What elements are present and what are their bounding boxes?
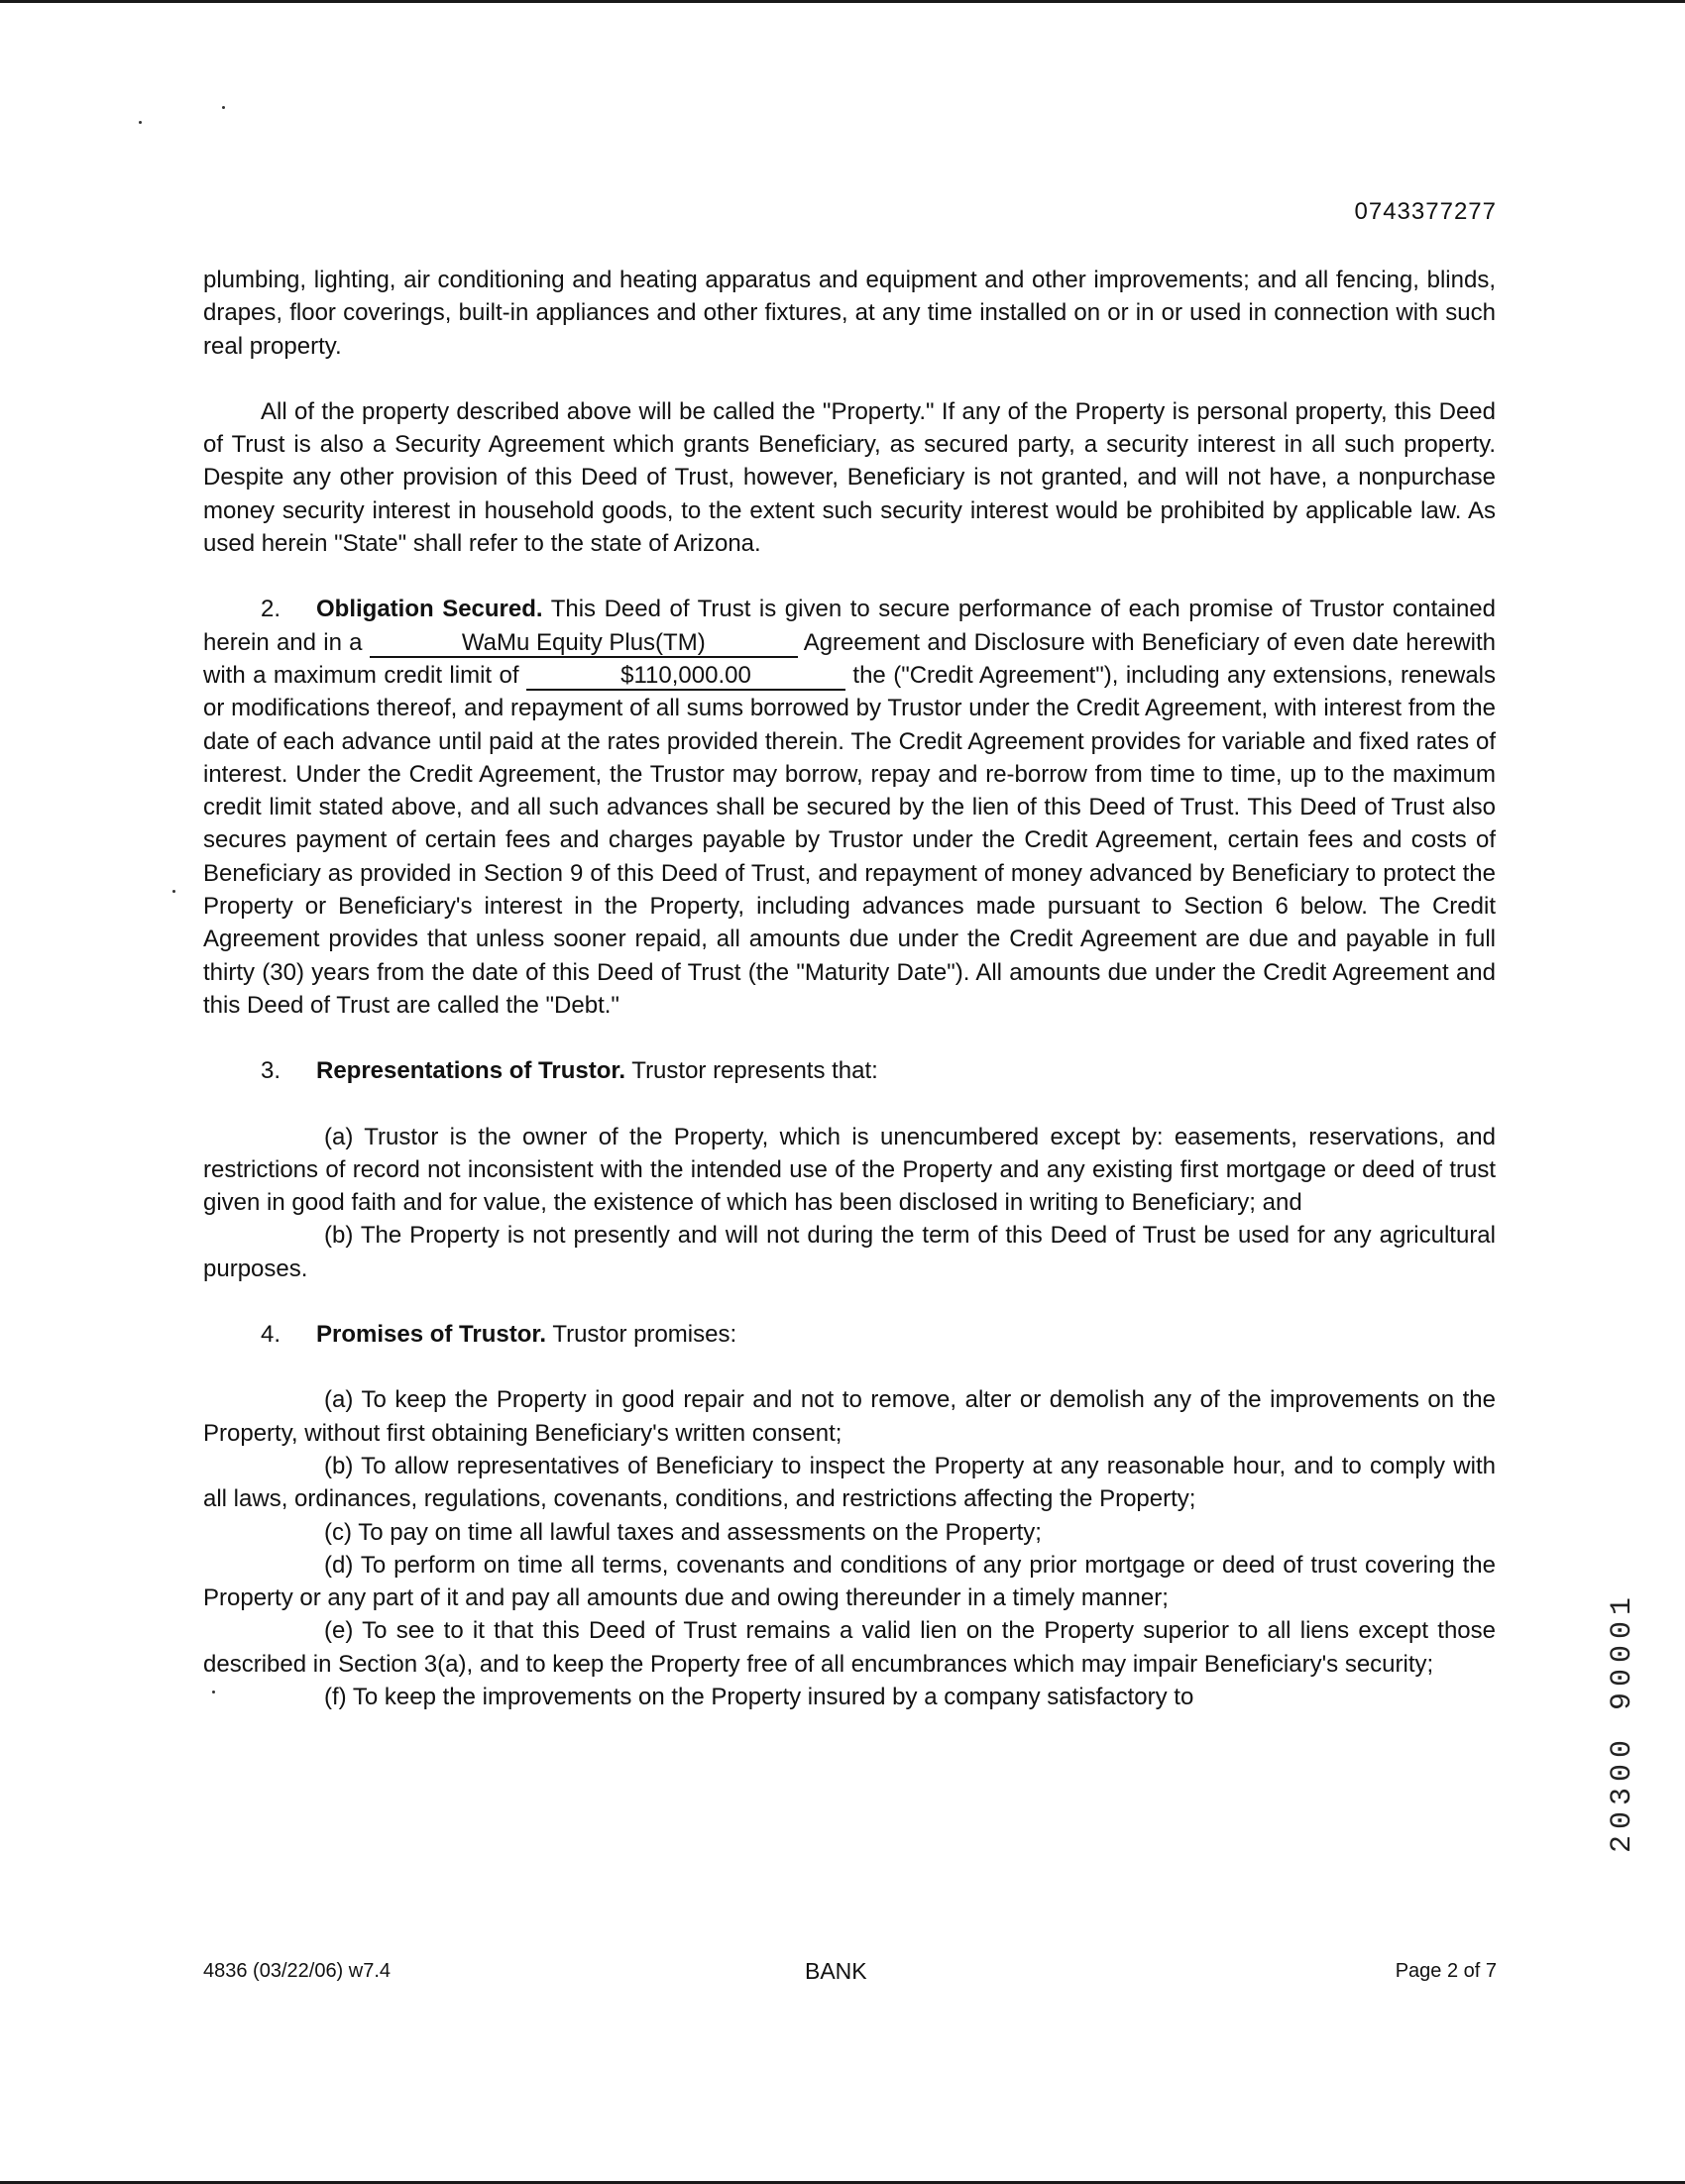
section-4-item-d: (d) To perform on time all terms, covenants and conditions of any prior mortgage or deed of trust covering the Property or any part of it and pay all amounts due and owing thereunder in a timely manner; — [203, 1551, 1496, 1612]
section-number: 2. — [261, 596, 281, 623]
side-stamp-number: 20300 90001 — [1606, 1591, 1639, 1854]
scan-speck — [139, 121, 142, 124]
section-4-item-f: (f) To keep the improvements on the Property insured by a company satisfactory to — [324, 1683, 1194, 1710]
section-3-item-b: (b) The Property is not presently and will not during the term of this Deed of Trust be used for any agricultural purposes. — [203, 1222, 1496, 1282]
footer-bank-label: BANK — [805, 1958, 867, 1984]
document-body — [203, 264, 1496, 1713]
section-4-item-a: (a) To keep the Property in good repair and not to remove, alter or demolish any of the improvements on the Property, without first obtaining Beneficiary's written consent; — [203, 1386, 1496, 1447]
form-code: 4836 (03/22/06) w7.4 — [203, 1960, 392, 1982]
section-2-obligation-secured — [203, 593, 1496, 1022]
section-3-heading — [203, 1054, 1496, 1087]
section-intro: Trustor promises: — [552, 1321, 737, 1349]
section-intro: Trustor represents that: — [631, 1057, 878, 1085]
section-number: 3. — [261, 1057, 281, 1085]
document-number: 0743377277 — [1354, 198, 1497, 225]
section-4-item-e: (e) To see to it that this Deed of Trust remains a valid lien on the Property superior to all liens except those described in Section 3(a), and to keep the Property free of all encumbrances which may impair Beneficiary's security; — [203, 1617, 1496, 1678]
section-text: Agreement and Disclosure with Beneficiary of even date herewith with a maximum credit limit of — [203, 628, 1497, 689]
section-text: This Deed of Trust is given to secure performance of each promise of Trustor contained herein and in a — [203, 596, 1496, 656]
scan-speck — [222, 106, 225, 109]
agreement-name-field: WaMu Equity Plus(TM) — [370, 630, 798, 658]
paragraph-property: All of the property described above will be called the "Property." If any of the Property is personal property, this Deed of Trust is also a Security Agreement which grants Beneficiary, as secured party, a security interest in all such property. Despite any other provision of this Deed of Trust, however, Beneficiary is not granted, and will not have, a nonpurchase money security interest in household goods, to the extent such security interest would be prohibited by applicable law. As used herein "State" shall refer to the state of Arizona. — [203, 397, 1496, 558]
section-text: the ("Credit Agreement"), including any extensions, renewals or modifications thereof, and repayment of all sums borrowed by Trustor under the Credit Agreement, with interest from the date of each advance until paid at the rates provided therein. The Credit Agreement provides for variable and fixed rates of interest. Under the Credit Agreement, the Trustor may borrow, repay and re-borrow from time to time, up to the maximum credit limit stated above, and all such advances shall be secured by the lien of this Deed of Trust. This Deed of Trust also secures payment of certain fees and charges payable by Trustor under the Credit Agreement, certain fees and costs of Beneficiary as provided in Section 9 of this Deed of Trust, and repayment of money advanced by Beneficiary to protect the Property or Beneficiary's interest in the Property, including advances made pursuant to Section 6 below. The Credit Agreement provides that unless sooner repaid, all amounts due under the Credit Agreement are due and payable in full thirty (30) years from the date of this Deed of Trust (the "Maturity Date"). All amounts due under the Credit Agreement and this Deed of Trust are called the "Debt." — [203, 661, 1497, 1019]
credit-limit-field: $110,000.00 — [526, 663, 845, 691]
section-heading: Representations of Trustor. — [316, 1057, 626, 1085]
scan-speck — [172, 890, 175, 893]
section-4-heading — [203, 1318, 1496, 1351]
paragraph-continuation: plumbing, lighting, air conditioning and heating apparatus and equipment and other improvements; and all fencing, blinds, drapes, floor coverings, built-in appliances and other fixtures, at any time installed on or in or used in connection with such real property. — [203, 267, 1496, 360]
section-number: 4. — [261, 1321, 281, 1349]
section-4-item-b: (b) To allow representatives of Beneficiary to inspect the Property at any reasonable hour, and to comply with all laws, ordinances, regulations, covenants, conditions, and restrictions affecting the Property; — [203, 1452, 1496, 1513]
page-number: Page 2 of 7 — [1395, 1960, 1497, 1982]
section-heading: Promises of Trustor. — [316, 1321, 547, 1349]
top-scan-edge — [0, 0, 1685, 3]
section-3-item-a: (a) Trustor is the owner of the Property, which is unencumbered except by: easements, reservations, and restrictions of record not inconsistent with the intended use of the Property and any existing first mortgage or deed of trust given in good faith and for value, the existence of which has been disclosed in writing to Beneficiary; and — [203, 1123, 1496, 1217]
section-heading: Obligation Secured. — [316, 596, 543, 623]
section-4-item-c: (c) To pay on time all lawful taxes and assessments on the Property; — [324, 1518, 1042, 1546]
